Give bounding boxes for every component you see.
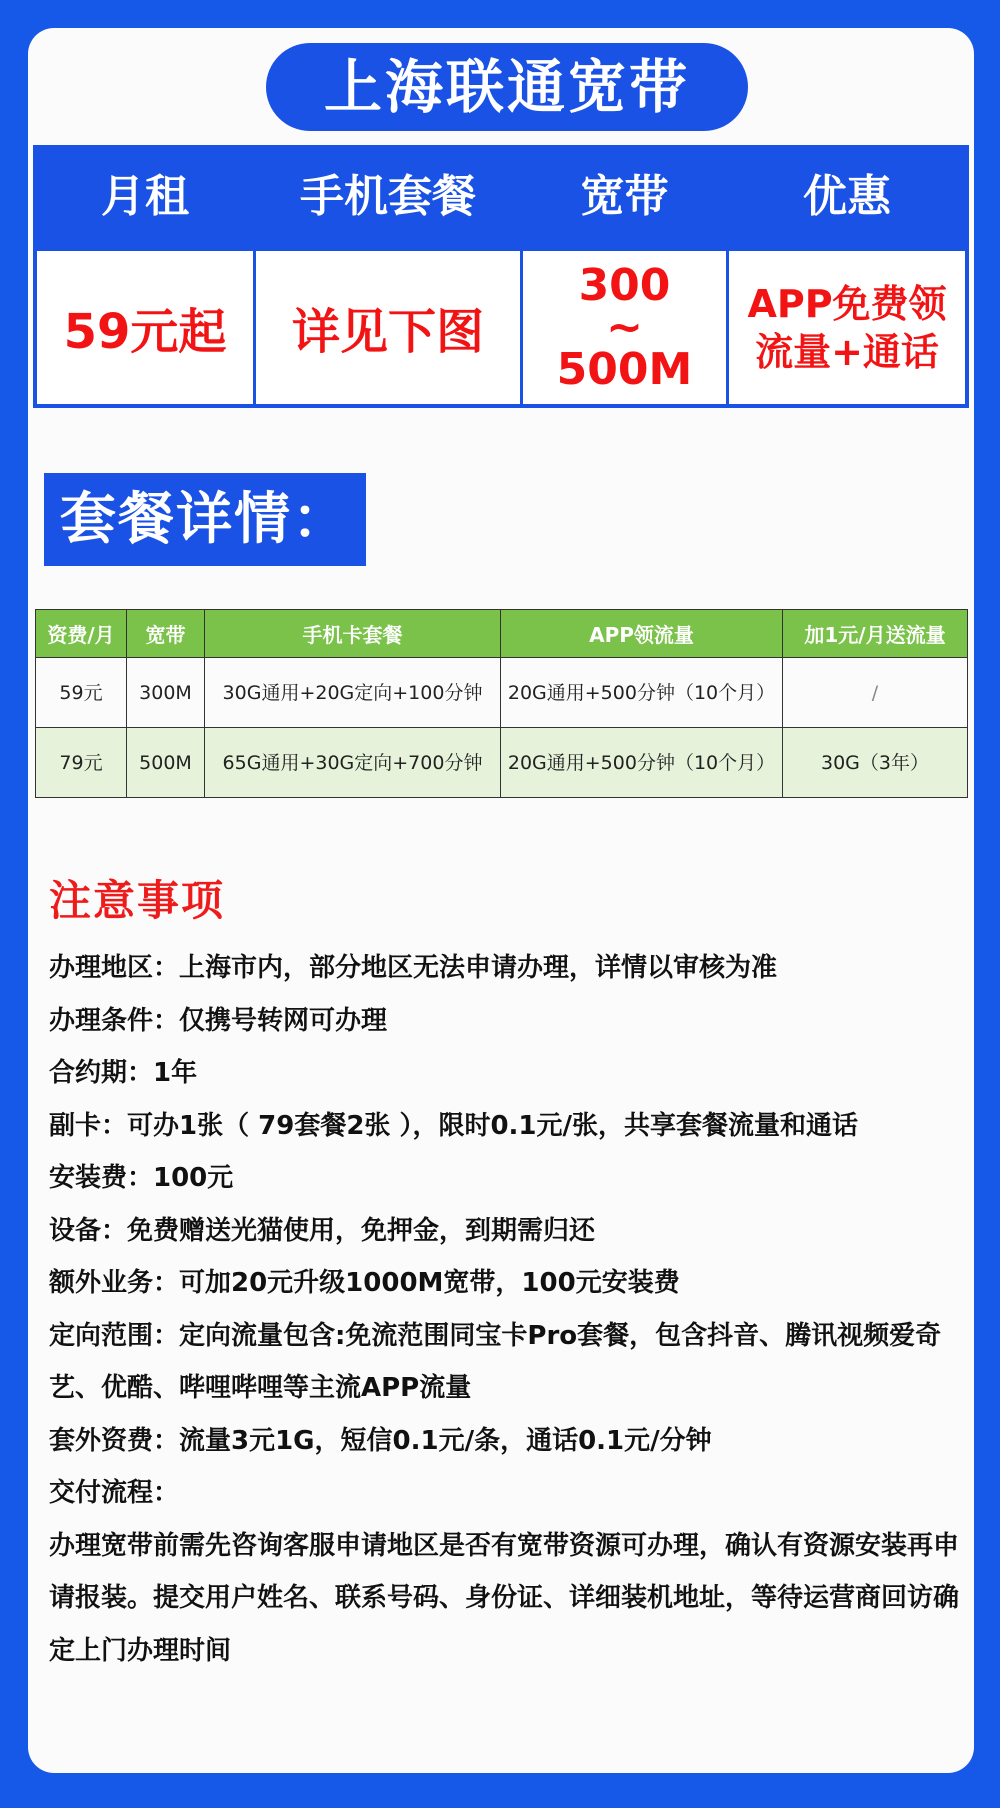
col-header-addon: 加1元/月送流量	[783, 610, 968, 658]
cell-phone-package: 30G通用+20G定向+100分钟	[205, 658, 501, 728]
note-extra-service: 额外业务：可加20元升级1000M宽带，100元安装费	[49, 1268, 680, 1298]
col-header-phone-package: 手机卡套餐	[205, 610, 501, 658]
cell-price: 79元	[36, 728, 127, 798]
notes-list	[49, 942, 969, 1677]
broadband-max: 500M	[556, 343, 693, 395]
note-delivery-title: 交付流程：	[49, 1478, 180, 1508]
note-region: 办理地区：上海市内，部分地区无法申请办理，详情以审核为准	[49, 953, 778, 983]
summary-offer-value	[729, 251, 965, 404]
note-device: 设备：免费赠送光猫使用，免押金，到期需归还	[49, 1215, 596, 1246]
package-table-header	[36, 610, 968, 658]
summary-header-offer: 优惠	[803, 171, 891, 222]
page-title: 上海联通宽带	[266, 43, 748, 131]
note-install-fee: 安装费：100元	[49, 1163, 234, 1193]
offer-line-2: 流量+通话	[755, 329, 939, 374]
cell-broadband: 300M	[127, 658, 205, 728]
cell-app-data: 20G通用+500分钟（10个月）	[501, 658, 783, 728]
note-delivery-process: 办理宽带前需先咨询客服申请地区是否有宽带资源可办理，确认有资源安装再申请报装。提交用户姓名、联系号码、身份证、详细装机地址，等待运营商回访确定上门办理时间	[49, 1530, 960, 1666]
detail-heading: 套餐详情：	[44, 473, 366, 566]
broadband-tilde: ~	[606, 301, 643, 353]
col-header-price: 资费/月	[36, 610, 127, 658]
poster-card	[28, 28, 974, 1773]
summary-header-phone-plan: 手机套餐	[300, 171, 476, 222]
offer-line-1: APP免费领	[747, 281, 947, 326]
notes-title: 注意事项	[49, 876, 226, 925]
note-secondary-card: 副卡：可办1张（ 79套餐2张 ），限时0.1元/张，共享套餐流量和通话	[49, 1110, 859, 1141]
summary-broadband-value	[523, 251, 726, 404]
cell-broadband: 500M	[127, 728, 205, 798]
table-row	[36, 728, 968, 798]
cell-addon: /	[783, 658, 968, 728]
summary-table	[33, 145, 969, 408]
col-header-app-data: APP领流量	[501, 610, 783, 658]
table-row	[36, 658, 968, 728]
summary-monthly-value: 59元起	[37, 251, 253, 404]
cell-price: 59元	[36, 658, 127, 728]
note-condition: 办理条件：仅携号转网可办理	[49, 1005, 388, 1036]
col-header-broadband: 宽带	[127, 610, 205, 658]
cell-app-data: 20G通用+500分钟（10个月）	[501, 728, 783, 798]
summary-phone-plan-value: 详见下图	[256, 251, 520, 404]
note-contract: 合约期：1年	[49, 1058, 198, 1088]
broadband-min: 300	[578, 259, 671, 311]
summary-header-broadband: 宽带	[580, 171, 669, 222]
cell-addon: 30G（3年）	[783, 728, 968, 798]
package-table	[35, 609, 968, 798]
note-overage: 套外资费：流量3元1G，短信0.1元/条，通话0.1元/分钟	[49, 1425, 712, 1456]
summary-header-monthly: 月租	[101, 171, 189, 222]
cell-phone-package: 65G通用+30G定向+700分钟	[205, 728, 501, 798]
note-directed-scope: 定向范围：定向流量包含:免流范围同宝卡Pro套餐，包含抖音、腾讯视频爱奇艺、优酷、哔哩哔哩等主流APP流量	[49, 1320, 942, 1403]
